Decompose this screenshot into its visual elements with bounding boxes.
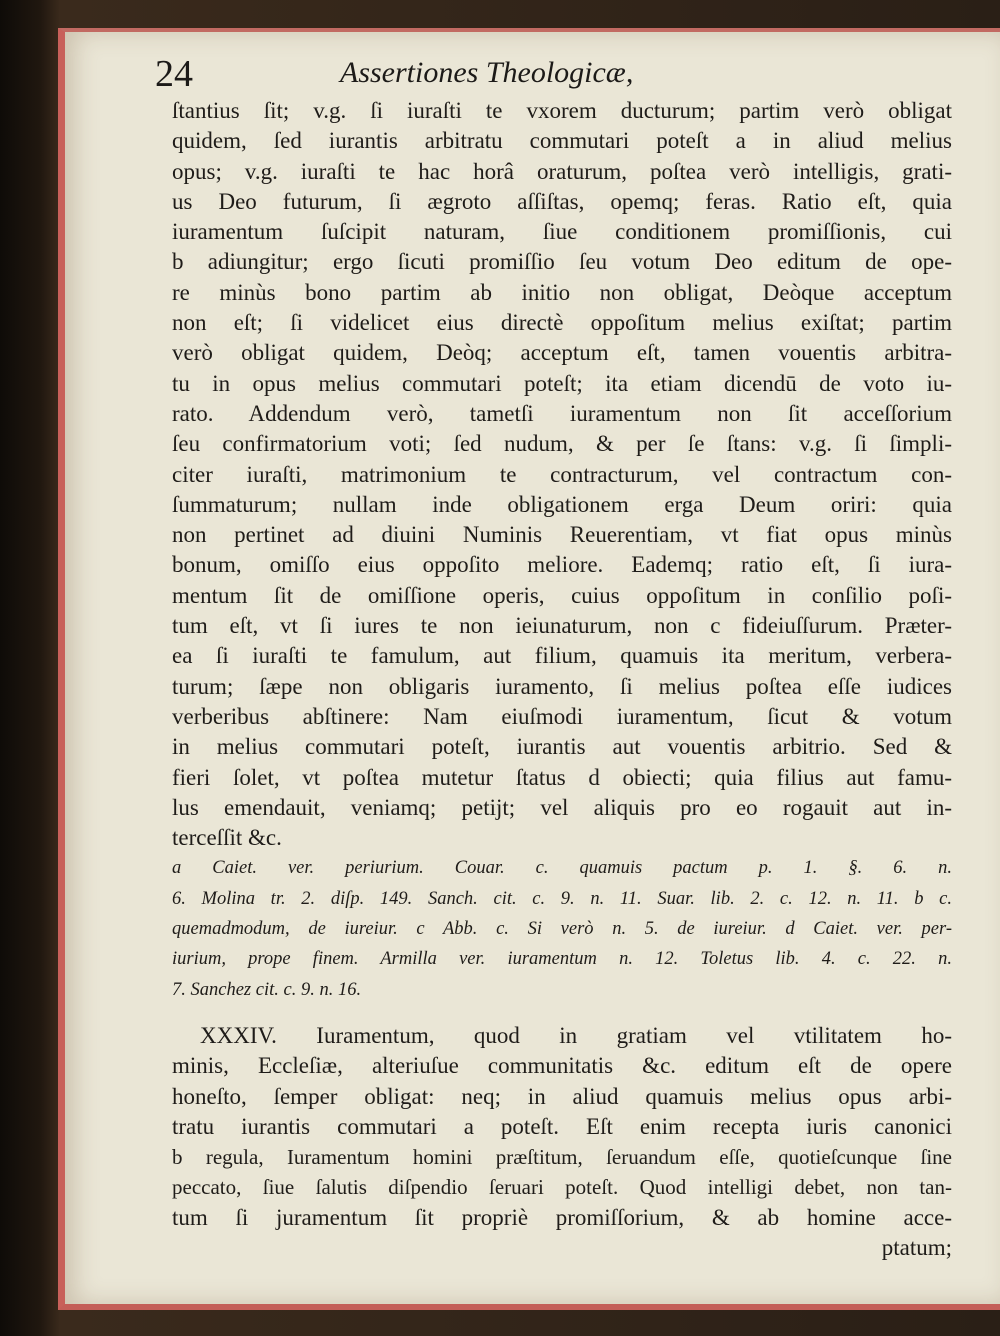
page-number: 24 xyxy=(155,53,193,95)
text-line: rato. Addendum verò, tametſi iuramentum non ſit acceſſorium xyxy=(172,400,952,426)
text-line: verberibus abſtinere: Nam eiuſmodi iuramentum, ſicut & votum xyxy=(172,703,952,729)
section-line: tum ſi juramentum ſit propriè promiſſorium, & ab homine acce- xyxy=(172,1204,952,1230)
paragraph-main xyxy=(172,96,952,853)
marginal-references xyxy=(172,853,952,1004)
reference-line: a Caiet. ver. periurium. Couar. c. quamuis pactum p. 1. §. 6. n. xyxy=(172,858,952,879)
text-line: us Deo futurum, ſi ægroto aſſiſtas, opemq; feras. Ratio eſt, quia xyxy=(172,188,952,214)
text-line: opus; v.g. iuraſti te hac horâ oraturum, poſtea verò intelligis, grati- xyxy=(172,158,952,184)
text-block xyxy=(172,96,952,1263)
text-line: non eſt; ſi videlicet eius directè oppoſitum melius exiſtat; partim xyxy=(172,310,952,336)
section-spacer xyxy=(172,1005,952,1021)
section-line: peccato, ſiue ſalutis diſpendio ſeruari poteſt. Quod intelligi debet, non tan- xyxy=(172,1175,952,1200)
text-line: verò obligat quidem, Deòq; acceptum eſt, tamen vouentis arbitra- xyxy=(172,340,952,366)
reference-line: 6. Molina tr. 2. diſp. 149. Sanch. cit. c. 9. n. 11. Suar. lib. 2. c. 12. n. 11. b c. xyxy=(172,888,952,909)
running-title: Assertiones Theologicæ, xyxy=(340,56,634,89)
text-line: bonum, omiſſo eius oppoſito meliore. Eademq; ratio eſt, ſi iura- xyxy=(172,552,952,578)
text-line: non pertinet ad diuini Numinis Reuerentiam, vt fiat opus minùs xyxy=(172,522,952,548)
catchword: ptatum; xyxy=(881,1234,952,1260)
section-line: minis, Eccleſiæ, alteriuſue communitatis &c. editum eſt de opere xyxy=(172,1053,952,1079)
running-head xyxy=(155,52,715,102)
section-line: b regula, Iuramentum homini præſtitum, ſeruandum eſſe, quotieſcunque ſine xyxy=(172,1145,952,1170)
text-line: b adiungitur; ergo ſicuti promiſſio ſeu votum Deo editum de ope- xyxy=(172,249,952,275)
reference-line: iurium, prope finem. Armilla ver. iuramentum n. 12. Toletus lib. 4. c. 22. n. xyxy=(172,949,952,970)
reference-line: quemadmodum, de iureiur. c Abb. c. Si verò n. 5. de iureiur. d Caiet. ver. per- xyxy=(172,919,952,940)
section-line: XXXIV. Iuramentum, quod in gratiam vel vtilitatem ho- xyxy=(200,1022,952,1048)
section-line: honeſto, ſemper obligat: neq; in aliud quamuis melius opus arbi- xyxy=(172,1083,952,1109)
text-line: quidem, ſed iurantis arbitratu commutari poteſt a in aliud melius xyxy=(172,128,952,154)
text-line: ſummaturum; nullam inde obligationem erga Deum oriri: quia xyxy=(172,491,952,517)
section-xxxiv xyxy=(172,1021,952,1263)
text-line: re minùs bono partim ab initio non obligat, Deòque acceptum xyxy=(172,279,952,305)
text-line: fieri ſolet, vt poſtea mutetur ſtatus d obiecti; quia filius aut famu- xyxy=(172,764,952,790)
reference-line: 7. Sanchez cit. c. 9. n. 16. xyxy=(172,979,362,1000)
text-line: terceſſit &c. xyxy=(172,825,282,851)
section-line: tratu iurantis commutari a poteſt. Eſt enim recepta iuris canonici xyxy=(172,1113,952,1139)
text-line: ea ſi iuraſti te famulum, aut filium, quamuis ita meritum, verbera- xyxy=(172,643,952,669)
text-line: ſeu confirmatorium voti; ſed nudum, & per ſe ſtans: v.g. ſi ſimpli- xyxy=(172,431,952,457)
text-line: ſtantius ſit; v.g. ſi iuraſti te vxorem ducturum; partim verò obligat xyxy=(172,98,952,123)
text-line: tum eſt, vt ſi iures te non ieiunaturum, non c fideiuſſurum. Præter- xyxy=(172,613,952,639)
text-line: in melius commutari poteſt, iurantis aut vouentis arbitrio. Sed & xyxy=(172,734,952,760)
text-line: mentum ſit de omiſſione operis, cuius oppoſitum in conſilio poſi- xyxy=(172,582,952,608)
text-line: turum; ſæpe non obligaris iuramento, ſi melius poſtea eſſe iudices xyxy=(172,673,952,699)
text-line: citer iuraſti, matrimonium te contracturum, vel contractum con- xyxy=(172,461,952,487)
text-line: tu in opus melius commutari poteſt; ita etiam dicendū de voto iu- xyxy=(172,370,952,396)
text-line: lus emendauit, veniamq; petijt; vel aliquis pro eo rogauit aut in- xyxy=(172,794,952,820)
text-line: iuramentum ſuſcipit naturam, ſiue conditionem promiſſionis, cui xyxy=(172,219,952,245)
